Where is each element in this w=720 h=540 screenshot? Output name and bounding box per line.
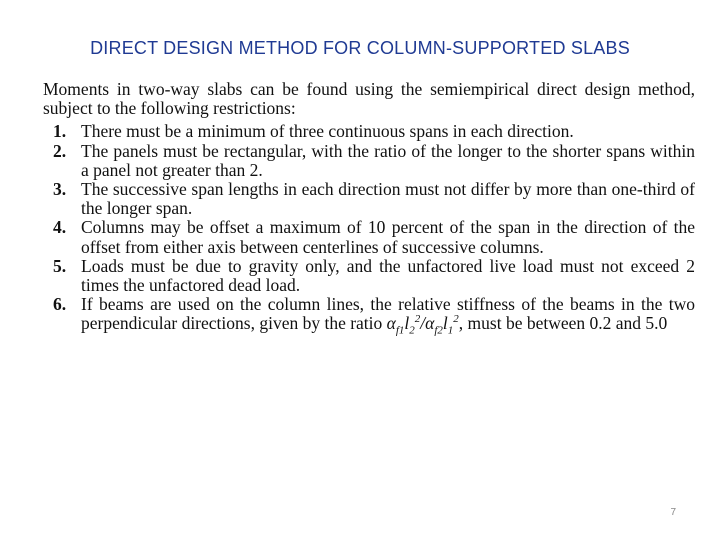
item-number: 1. <box>53 121 67 142</box>
item-number: 3. <box>53 179 67 200</box>
restriction-item-1 <box>43 122 695 141</box>
restriction-item-5 <box>43 257 695 295</box>
item-text: The panels must be rectangular, with the ratio of the longer to the shorter spans within a panel not greater than 2. <box>81 140 695 180</box>
intro-paragraph: Moments in two-way slabs can be found using the semiempirical direct design method, subject to the following restrictions: <box>43 79 695 119</box>
item-text: There must be a minimum of three continuous spans in each direction. <box>81 121 574 142</box>
restriction-item-4 <box>43 218 695 256</box>
scanned-text-block <box>43 79 695 337</box>
restriction-item-2 <box>43 142 695 180</box>
restrictions-list <box>43 121 695 337</box>
item-number: 5. <box>53 255 67 276</box>
slide-title: DIRECT DESIGN METHOD FOR COLUMN-SUPPORTED SLABS <box>90 38 630 58</box>
stiffness-ratio-formula: $\alpha_{f1}l_2^2/\alpha_{f2}l_1^2$ <box>386 313 459 337</box>
item-text: Loads must be due to gravity only, and the unfactored live load must not exceed 2 times the unfactored dead load. <box>81 255 695 296</box>
restriction-item-6 <box>43 294 695 337</box>
item-text: Columns may be offset a maximum of 10 percent of the span in the direction of the offset from either axis between centerlines of successive columns. <box>81 217 695 257</box>
restriction-item-3 <box>43 180 695 218</box>
item-number: 2. <box>53 140 67 161</box>
page-number: 7 <box>670 507 676 518</box>
item-text-before: If beams are used on the column lines, the relative stiffness of the beams in the two perpendicular directions, given by the ratio <box>81 294 695 334</box>
item-number: 6. <box>53 294 67 315</box>
item-text: The successive span lengths in each direction must not differ by more than one-third of the longer span. <box>81 179 695 219</box>
item-number: 4. <box>53 217 67 238</box>
item-text-after: , must be between 0.2 and 5.0 <box>458 313 668 334</box>
